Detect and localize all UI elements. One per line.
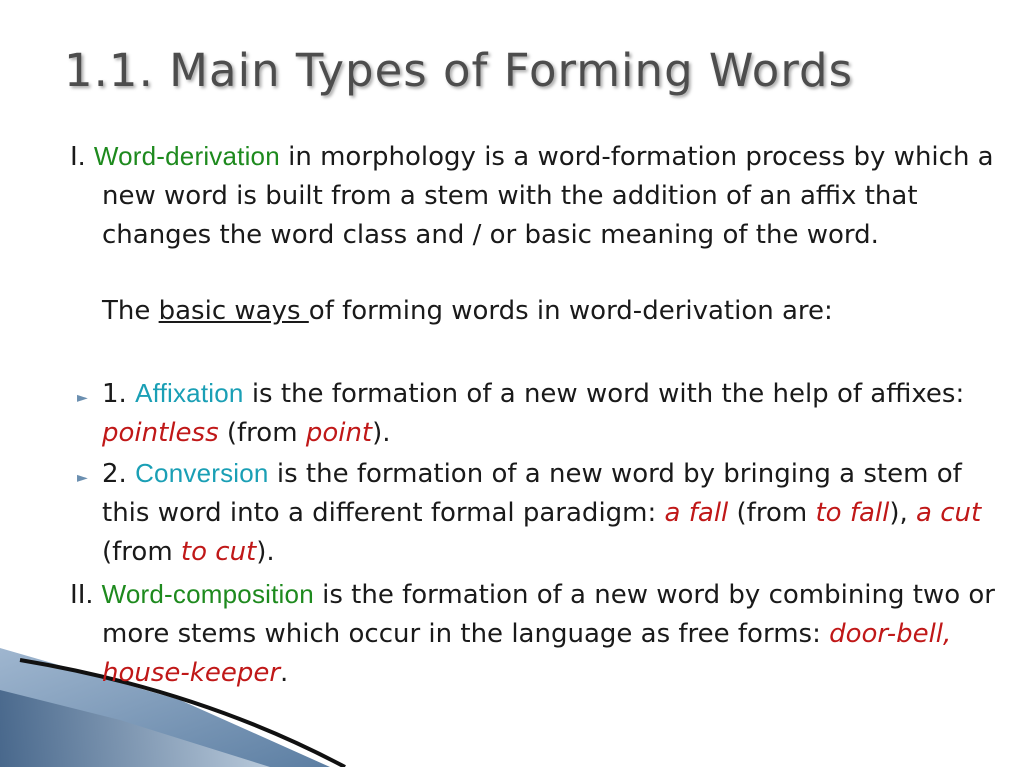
underlined-basic-ways: basic ways <box>158 296 309 326</box>
roman-numeral-one: I. <box>70 140 86 171</box>
text-fragment: ). <box>372 418 391 448</box>
paragraph-word-derivation <box>70 136 1002 255</box>
paragraph-word-composition <box>70 574 1002 693</box>
example-pointless: pointless <box>102 418 219 448</box>
roman-numeral-two: II. <box>70 578 94 609</box>
paragraph-basic-ways <box>70 292 1002 331</box>
text-fragment: ), <box>889 498 917 528</box>
text-fragment: ). <box>256 537 275 567</box>
text-fragment: is the formation of a new word by bringing a stem of this word into a different formal paradigm: <box>102 459 962 528</box>
text-fragment: is the formation of a new word by combining two or more stems which occur in the language as free forms: <box>102 580 996 649</box>
triangle-right-bullet-icon: ► <box>77 390 88 406</box>
text-fragment: is the formation of a new word with the help of affixes: <box>243 379 965 409</box>
item-number: 2. <box>102 459 136 489</box>
text-fragment: The <box>102 296 159 326</box>
example-a-fall: a fall <box>664 498 729 528</box>
text-fragment: (from <box>102 537 181 567</box>
item-number: 1. <box>102 379 136 409</box>
text-fragment: of forming words in word-derivation are: <box>308 296 833 326</box>
term-affixation: Affixation <box>135 378 244 408</box>
term-conversion: Conversion <box>135 458 269 488</box>
example-compounds: door-bell, house-keeper <box>102 619 952 688</box>
term-word-derivation: Word-derivation <box>93 141 280 171</box>
definition-text: in morphology is a word-formation process by which a new word is built from a stem with the addition of an affix that changes the word class and / or basic meaning of the word. <box>102 142 994 250</box>
example-point: point <box>305 418 373 448</box>
example-a-cut: a cut <box>916 498 982 528</box>
example-to-fall: to fall <box>815 498 890 528</box>
term-word-composition: Word-composition <box>101 579 314 609</box>
slide-title: 1.1. Main Types of Forming Words <box>64 44 854 97</box>
bullet-affixation <box>70 374 1002 453</box>
bullet-conversion <box>70 454 1002 572</box>
text-fragment: (from <box>218 418 306 448</box>
example-to-cut: to cut <box>180 537 257 567</box>
triangle-right-bullet-icon: ► <box>77 470 88 486</box>
text-fragment: . <box>280 658 289 688</box>
text-fragment: (from <box>728 498 816 528</box>
